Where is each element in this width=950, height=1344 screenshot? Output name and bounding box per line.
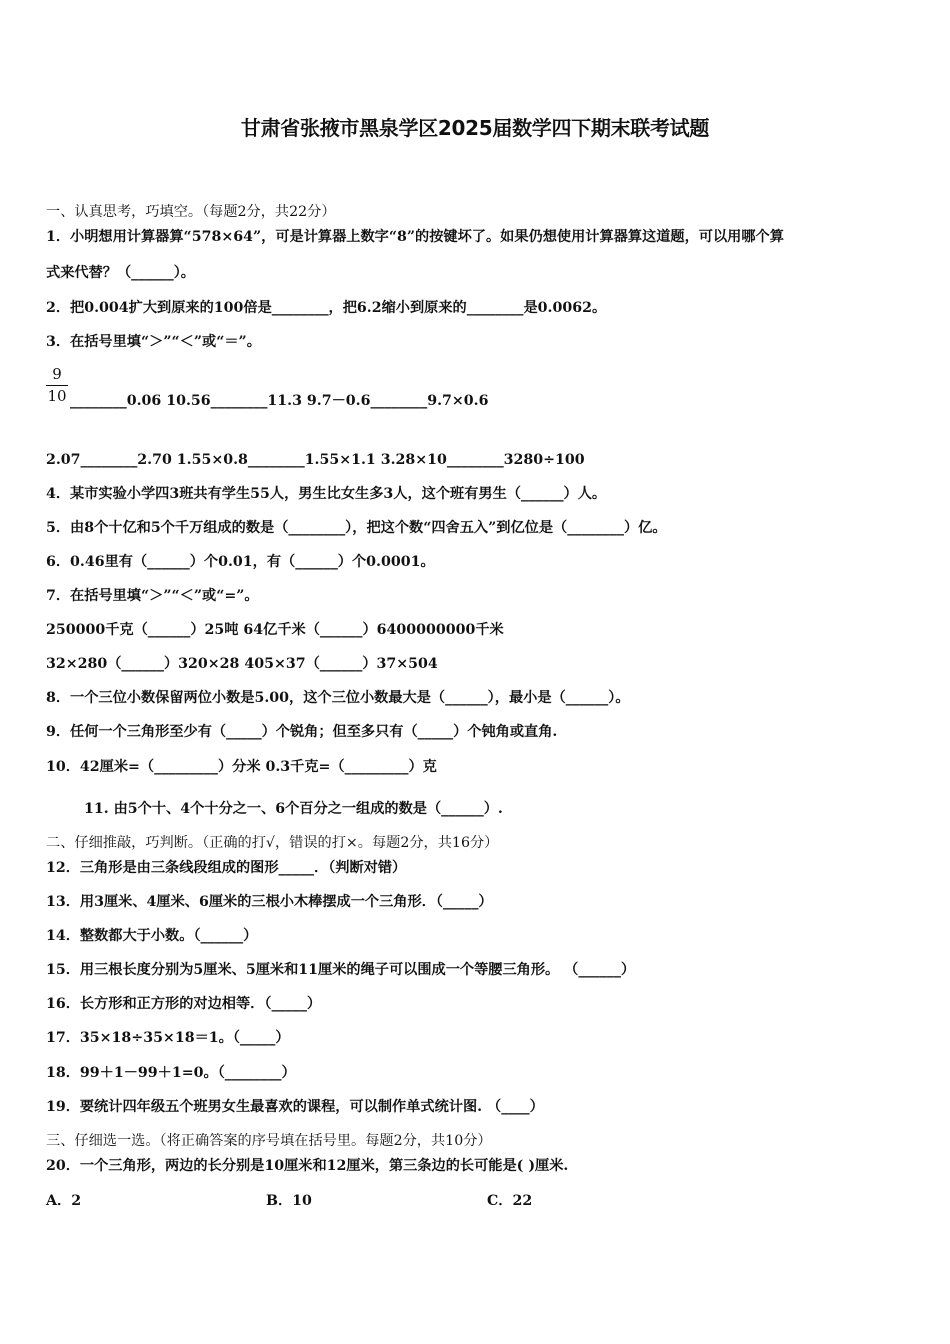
question-7-row-1: 250000千克（______）25吨 64亿千米（______）6400000000千米 — [46, 622, 504, 638]
question-5: 5．由8个十亿和5个千万组成的数是（________），把这个数“四舍五入”到亿位是（________）亿。 — [46, 520, 667, 536]
fraction-denominator: 10 — [47, 387, 67, 405]
question-10: 10．42厘米=（_________）分米 0.3千克=（_________）克 — [46, 759, 437, 775]
question-8: 8．一个三位小数保留两位小数是5.00，这个三位小数最大是（______），最小是（______）。 — [46, 690, 630, 706]
question-13: 13．用3厘米、4厘米、6厘米的三根小木棒摆成一个三角形．（_____） — [46, 894, 493, 910]
page-title: 甘肃省张掖市黑泉学区2025届数学四下期末联考试题 — [240, 116, 710, 140]
question-18: 18．99＋1－99＋1=0。（________） — [46, 1065, 296, 1081]
section-2-heading: 二、仔细推敲，巧判断。（正确的打√，错误的打×。每题2分，共16分） — [46, 835, 499, 851]
question-1-line-2: 式来代替？（______）。 — [46, 265, 195, 281]
question-16: 16．长方形和正方形的对边相等．（_____） — [46, 996, 322, 1012]
question-9: 9．任何一个三角形至少有（_____）个锐角；但至多只有（_____）个钝角或直角. — [46, 724, 558, 740]
question-2: 2．把0.004扩大到原来的100倍是________，把6.2缩小到原来的________是0.0062。 — [46, 300, 607, 316]
question-4: 4．某市实验小学四3班共有学生55人，男生比女生多3人，这个班有男生（______）人。 — [46, 486, 607, 502]
question-11: 11. 由5个十、4个十分之一、6个百分之一组成的数是（______）. — [84, 801, 503, 817]
question-15: 15．用三根长度分别为5厘米、5厘米和11厘米的绳子可以围成一个等腰三角形。 （______） — [46, 962, 636, 978]
fraction-numerator: 9 — [52, 365, 62, 383]
option-c: C．22 — [487, 1193, 533, 1209]
question-3-row-2: 2.07________2.70 1.55×0.8________1.55×1.1 3.28×10________3280÷100 — [46, 452, 585, 468]
question-3: 3．在括号里填“＞”“＜”或“＝”。 — [46, 334, 261, 350]
question-12: 12．三角形是由三条线段组成的图形_____．（判断对错） — [46, 860, 407, 876]
fraction-bar — [46, 385, 68, 386]
question-6: 6．0.46里有（______）个0.01，有（______）个0.0001。 — [46, 554, 435, 570]
question-20: 20．一个三角形，两边的长分别是10厘米和12厘米，第三条边的长可能是( )厘米. — [46, 1158, 569, 1174]
question-7-row-2: 32×280（______）320×28 405×37（______）37×504 — [46, 656, 438, 672]
question-3-row-1: ________0.06 10.56________11.3 9.7－0.6________9.7×0.6 — [70, 393, 489, 409]
question-14: 14．整数都大于小数。（______） — [46, 928, 258, 944]
option-b: B．10 — [266, 1193, 312, 1209]
question-1-line-1: 1．小明想用计算器算“578×64”，可是计算器上数字“8”的按键坏了。如果仍想使用计算器算这道题，可以用哪个算 — [46, 229, 784, 245]
question-7: 7．在括号里填“＞”“＜”或“=”。 — [46, 588, 259, 604]
question-19: 19．要统计四年级五个班男女生最喜欢的课程，可以制作单式统计图. （____） — [46, 1099, 544, 1115]
option-a: A．2 — [46, 1193, 82, 1209]
section-3-heading: 三、仔细选一选。（将正确答案的序号填在括号里。每题2分，共10分） — [46, 1133, 492, 1149]
question-17: 17．35×18÷35×18＝1。（_____） — [46, 1030, 290, 1046]
fraction-nine-tenths — [46, 366, 68, 405]
section-1-heading: 一、认真思考，巧填空。（每题2分，共22分） — [46, 204, 336, 220]
